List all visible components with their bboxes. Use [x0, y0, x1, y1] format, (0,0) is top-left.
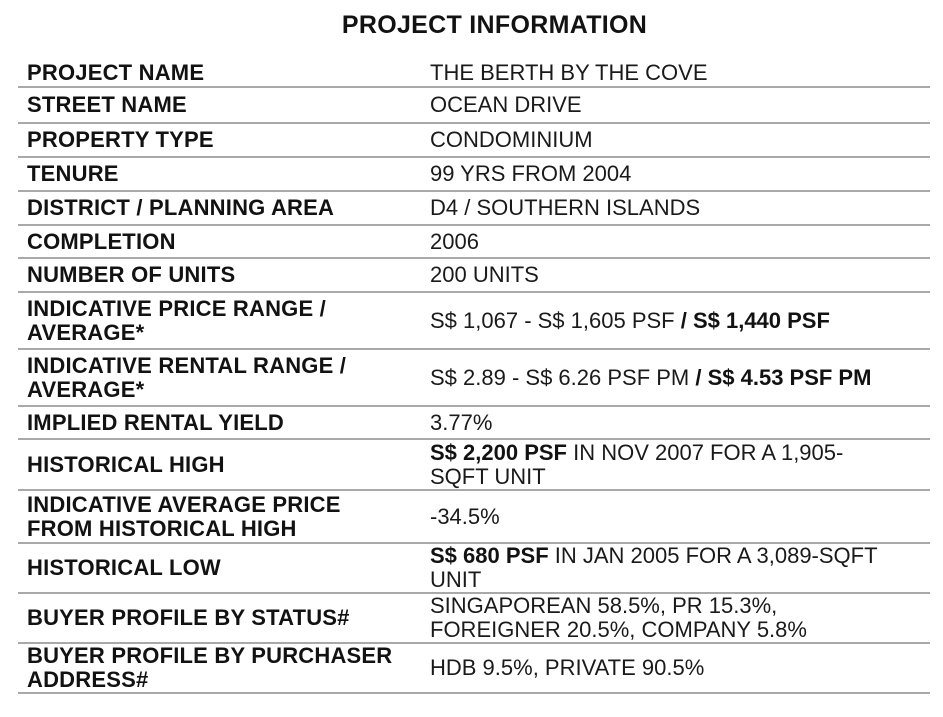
row-value-line: [430, 196, 930, 220]
value-segment: 2006: [430, 228, 479, 254]
table-row: [18, 192, 930, 226]
row-label: [18, 230, 430, 254]
row-value-line: [430, 128, 930, 152]
value-segment-bold: S$ 680 PSF: [430, 543, 549, 568]
row-label-line: AVERAGE*: [27, 319, 145, 345]
value-segment: SINGAPOREAN 58.5%, PR 15.3%,: [430, 593, 778, 618]
row-value-line: [430, 656, 930, 680]
row-label-line: COMPLETION: [27, 228, 176, 254]
row-label: [18, 493, 430, 541]
row-value-line: [430, 505, 930, 529]
table-row: [18, 544, 930, 594]
row-label: [18, 61, 430, 85]
value-segment: -34.5%: [430, 503, 500, 529]
table-row: [18, 350, 930, 407]
row-value-line: [430, 309, 930, 333]
row-value-line: [430, 568, 930, 592]
row-label: [18, 93, 430, 117]
row-label: [18, 606, 430, 630]
value-segment-bold: S$ 2,200 PSF: [430, 439, 567, 465]
row-value: [430, 309, 930, 333]
row-label: [18, 354, 430, 402]
row-value-line: [430, 263, 930, 287]
table-row: [18, 158, 930, 192]
row-value: [430, 656, 930, 680]
value-segment: 3.77%: [430, 409, 493, 435]
value-segment-bold: / S$ 4.53 PSF PM: [695, 364, 872, 390]
row-value-line: [430, 618, 930, 642]
row-value: [430, 196, 930, 220]
row-label-line: NUMBER OF UNITS: [27, 262, 236, 287]
row-value-line: [430, 162, 930, 186]
row-label-line: AVERAGE*: [27, 376, 145, 402]
value-segment: IN JAN 2005 FOR A 3,089-SQFT: [548, 543, 878, 568]
project-info-table: [18, 60, 930, 694]
row-label: [18, 162, 430, 186]
row-value-line: [430, 544, 930, 568]
table-row: [18, 407, 930, 440]
row-label-line: INDICATIVE AVERAGE PRICE: [27, 491, 341, 517]
row-label-line: PROPERTY TYPE: [27, 127, 214, 152]
table-row: [18, 644, 930, 694]
row-label: [18, 128, 430, 152]
row-label-line: PROJECT NAME: [27, 60, 205, 85]
row-label-line: INDICATIVE RENTAL RANGE /: [27, 352, 347, 378]
row-label: [18, 644, 430, 692]
value-segment: CONDOMINIUM: [430, 127, 593, 152]
row-label-line: DISTRICT / PLANNING AREA: [27, 195, 335, 220]
value-segment: S$ 1,067 - S$ 1,605 PSF: [430, 307, 681, 333]
row-value-line: [430, 411, 930, 435]
row-label-line: FROM HISTORICAL HIGH: [27, 515, 297, 541]
value-segment: 200 UNITS: [430, 262, 539, 287]
row-value: [430, 61, 930, 85]
value-segment: 99 YRS FROM 2004: [430, 161, 632, 186]
table-row: [18, 226, 930, 259]
row-label: [18, 556, 430, 580]
value-segment: HDB 9.5%, PRIVATE 90.5%: [430, 655, 705, 680]
row-value-line: [430, 594, 930, 618]
table-row: [18, 124, 930, 158]
table-row: [18, 259, 930, 293]
row-value-line: [430, 230, 930, 254]
row-value: [430, 441, 930, 489]
table-row: [18, 491, 930, 544]
value-segment: D4 / SOUTHERN ISLANDS: [430, 195, 701, 220]
row-value-line: [430, 93, 930, 117]
table-row: [18, 440, 930, 491]
row-value: [430, 162, 930, 186]
row-label-line: IMPLIED RENTAL YIELD: [27, 409, 285, 435]
page-title: PROJECT INFORMATION: [341, 11, 648, 39]
row-value-line: [430, 465, 930, 489]
row-label-line: STREET NAME: [27, 92, 187, 117]
table-row: [18, 594, 930, 644]
row-label: [18, 297, 430, 345]
row-value: [430, 411, 930, 435]
row-label-line: BUYER PROFILE BY PURCHASER: [27, 643, 393, 668]
value-segment: S$ 2.89 - S$ 6.26 PSF PM: [430, 364, 696, 390]
row-value-line: [430, 61, 930, 85]
row-label-line: BUYER PROFILE BY STATUS#: [27, 605, 350, 630]
row-label-line: INDICATIVE PRICE RANGE /: [27, 295, 326, 321]
value-segment: THE BERTH BY THE COVE: [430, 60, 708, 85]
row-label-line: HISTORICAL HIGH: [27, 451, 225, 477]
row-value: [430, 366, 930, 390]
value-segment: IN NOV 2007 FOR A 1,905-: [566, 439, 844, 465]
row-value-line: [430, 441, 930, 465]
value-segment-bold: / S$ 1,440 PSF: [680, 307, 830, 333]
row-label: [18, 411, 430, 435]
value-segment: SQFT UNIT: [430, 463, 546, 489]
row-label-line: TENURE: [27, 161, 119, 186]
row-label-line: ADDRESS#: [27, 667, 149, 692]
row-label: [18, 453, 430, 477]
row-label-line: HISTORICAL LOW: [27, 555, 221, 580]
row-label: [18, 263, 430, 287]
row-value: [430, 505, 930, 529]
table-row: [18, 293, 930, 350]
table-row: [18, 88, 930, 124]
value-segment: UNIT: [430, 567, 482, 592]
row-value: [430, 594, 930, 642]
row-value: [430, 263, 930, 287]
row-value: [430, 93, 930, 117]
row-value: [430, 128, 930, 152]
row-value: [430, 230, 930, 254]
value-segment: OCEAN DRIVE: [430, 92, 582, 117]
value-segment: FOREIGNER 20.5%, COMPANY 5.8%: [430, 617, 807, 642]
row-value-line: [430, 366, 930, 390]
row-label: [18, 196, 430, 220]
row-value: [430, 544, 930, 592]
table-row: [18, 60, 930, 88]
